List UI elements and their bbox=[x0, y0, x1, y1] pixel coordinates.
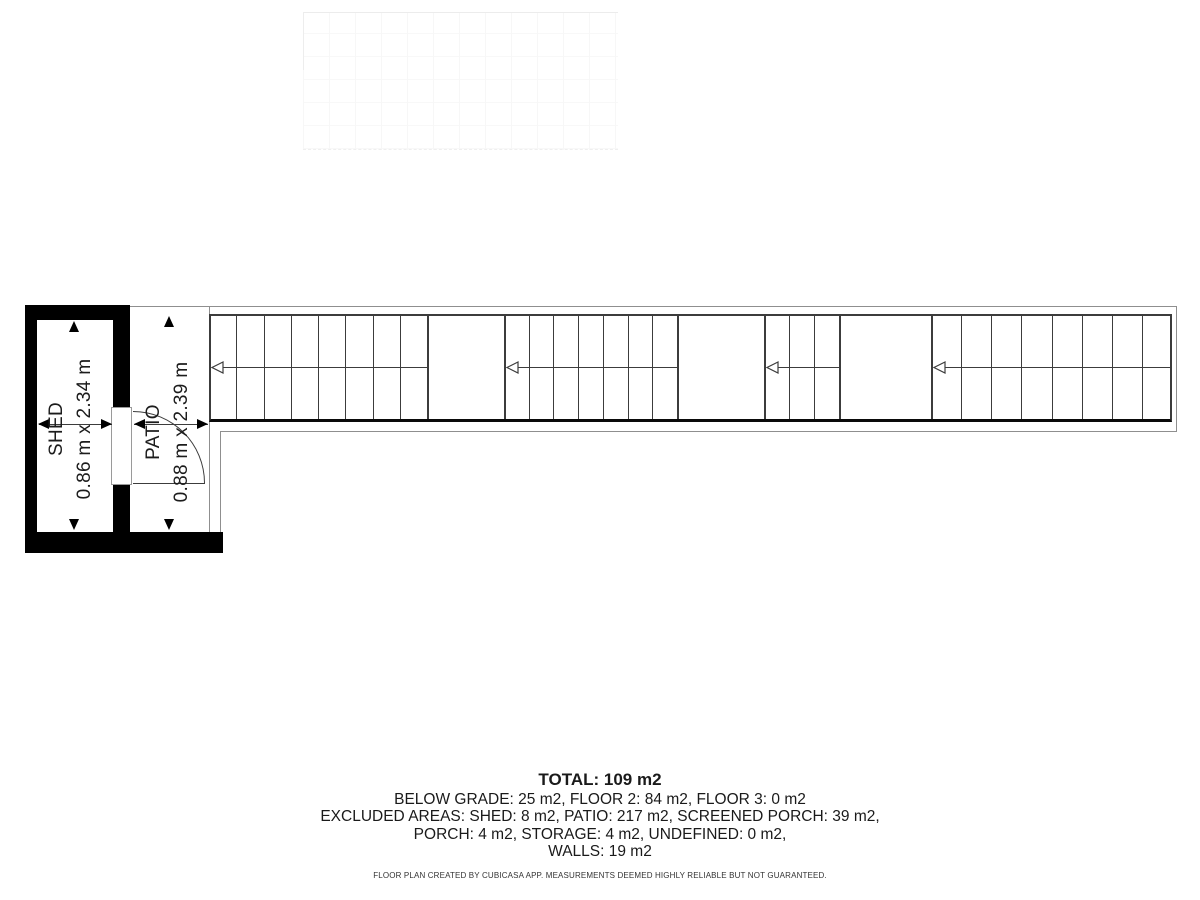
stair-direction-line bbox=[935, 367, 1172, 368]
summary-line-walls: WALLS: 19 m2 bbox=[548, 843, 652, 861]
stair-direction-line bbox=[213, 367, 427, 368]
door-opening bbox=[111, 407, 132, 485]
boundary-bottom-line bbox=[220, 431, 1177, 432]
stair-band bbox=[209, 314, 1172, 422]
shed-dim-arrow-up bbox=[69, 321, 79, 332]
patio-dim-arrow-up bbox=[164, 316, 174, 327]
shed-room-label bbox=[43, 334, 99, 524]
boundary-left-drop-line bbox=[220, 431, 221, 534]
summary-line-excluded: EXCLUDED AREAS: SHED: 8 m2, PATIO: 217 m2, SCREENED PORCH: 39 m2, bbox=[320, 808, 880, 826]
stair-direction-arrow-icon bbox=[505, 360, 520, 380]
shed-room-name: SHED bbox=[46, 402, 67, 456]
patio-dim-arrow-right bbox=[197, 419, 208, 429]
summary-line-floors: BELOW GRADE: 25 m2, FLOOR 2: 84 m2, FLOOR 3: 0 m2 bbox=[394, 791, 806, 808]
stair-direction-arrow-icon bbox=[932, 360, 947, 380]
footer-disclaimer: FLOOR PLAN CREATED BY CUBICASA APP. MEASUREMENTS DEEMED HIGHLY RELIABLE BUT NOT GUARANTEED. bbox=[373, 871, 827, 880]
area-summary bbox=[0, 769, 1200, 861]
patio-room-name: PATIO bbox=[143, 404, 164, 460]
ghost-floor-edge bbox=[303, 12, 304, 70]
boundary-top-line bbox=[128, 306, 1177, 307]
patio-room-label bbox=[140, 332, 196, 532]
summary-total: TOTAL: 109 m2 bbox=[538, 770, 662, 789]
stair-direction-arrow-icon bbox=[765, 360, 780, 380]
boundary-right-line bbox=[1176, 306, 1177, 432]
stair-run-edge bbox=[677, 316, 679, 419]
stair-run-edge bbox=[839, 316, 841, 419]
summary-line-porch: PORCH: 4 m2, STORAGE: 4 m2, UNDEFINED: 0 m2, bbox=[413, 825, 787, 843]
shed-dim-arrow-right bbox=[101, 419, 112, 429]
bottom-exterior-wall bbox=[25, 532, 223, 553]
stair-direction-line bbox=[508, 367, 677, 368]
stair-run-edge bbox=[427, 316, 429, 419]
shed-wall-left bbox=[25, 305, 37, 553]
shed-room-dimensions: 0.86 m x 2.34 m bbox=[74, 358, 95, 500]
stair-direction-arrow-icon bbox=[210, 360, 225, 380]
ghost-floor-preview bbox=[303, 12, 618, 150]
patio-room-dimensions: 0.88 m x 2.39 m bbox=[171, 361, 192, 503]
